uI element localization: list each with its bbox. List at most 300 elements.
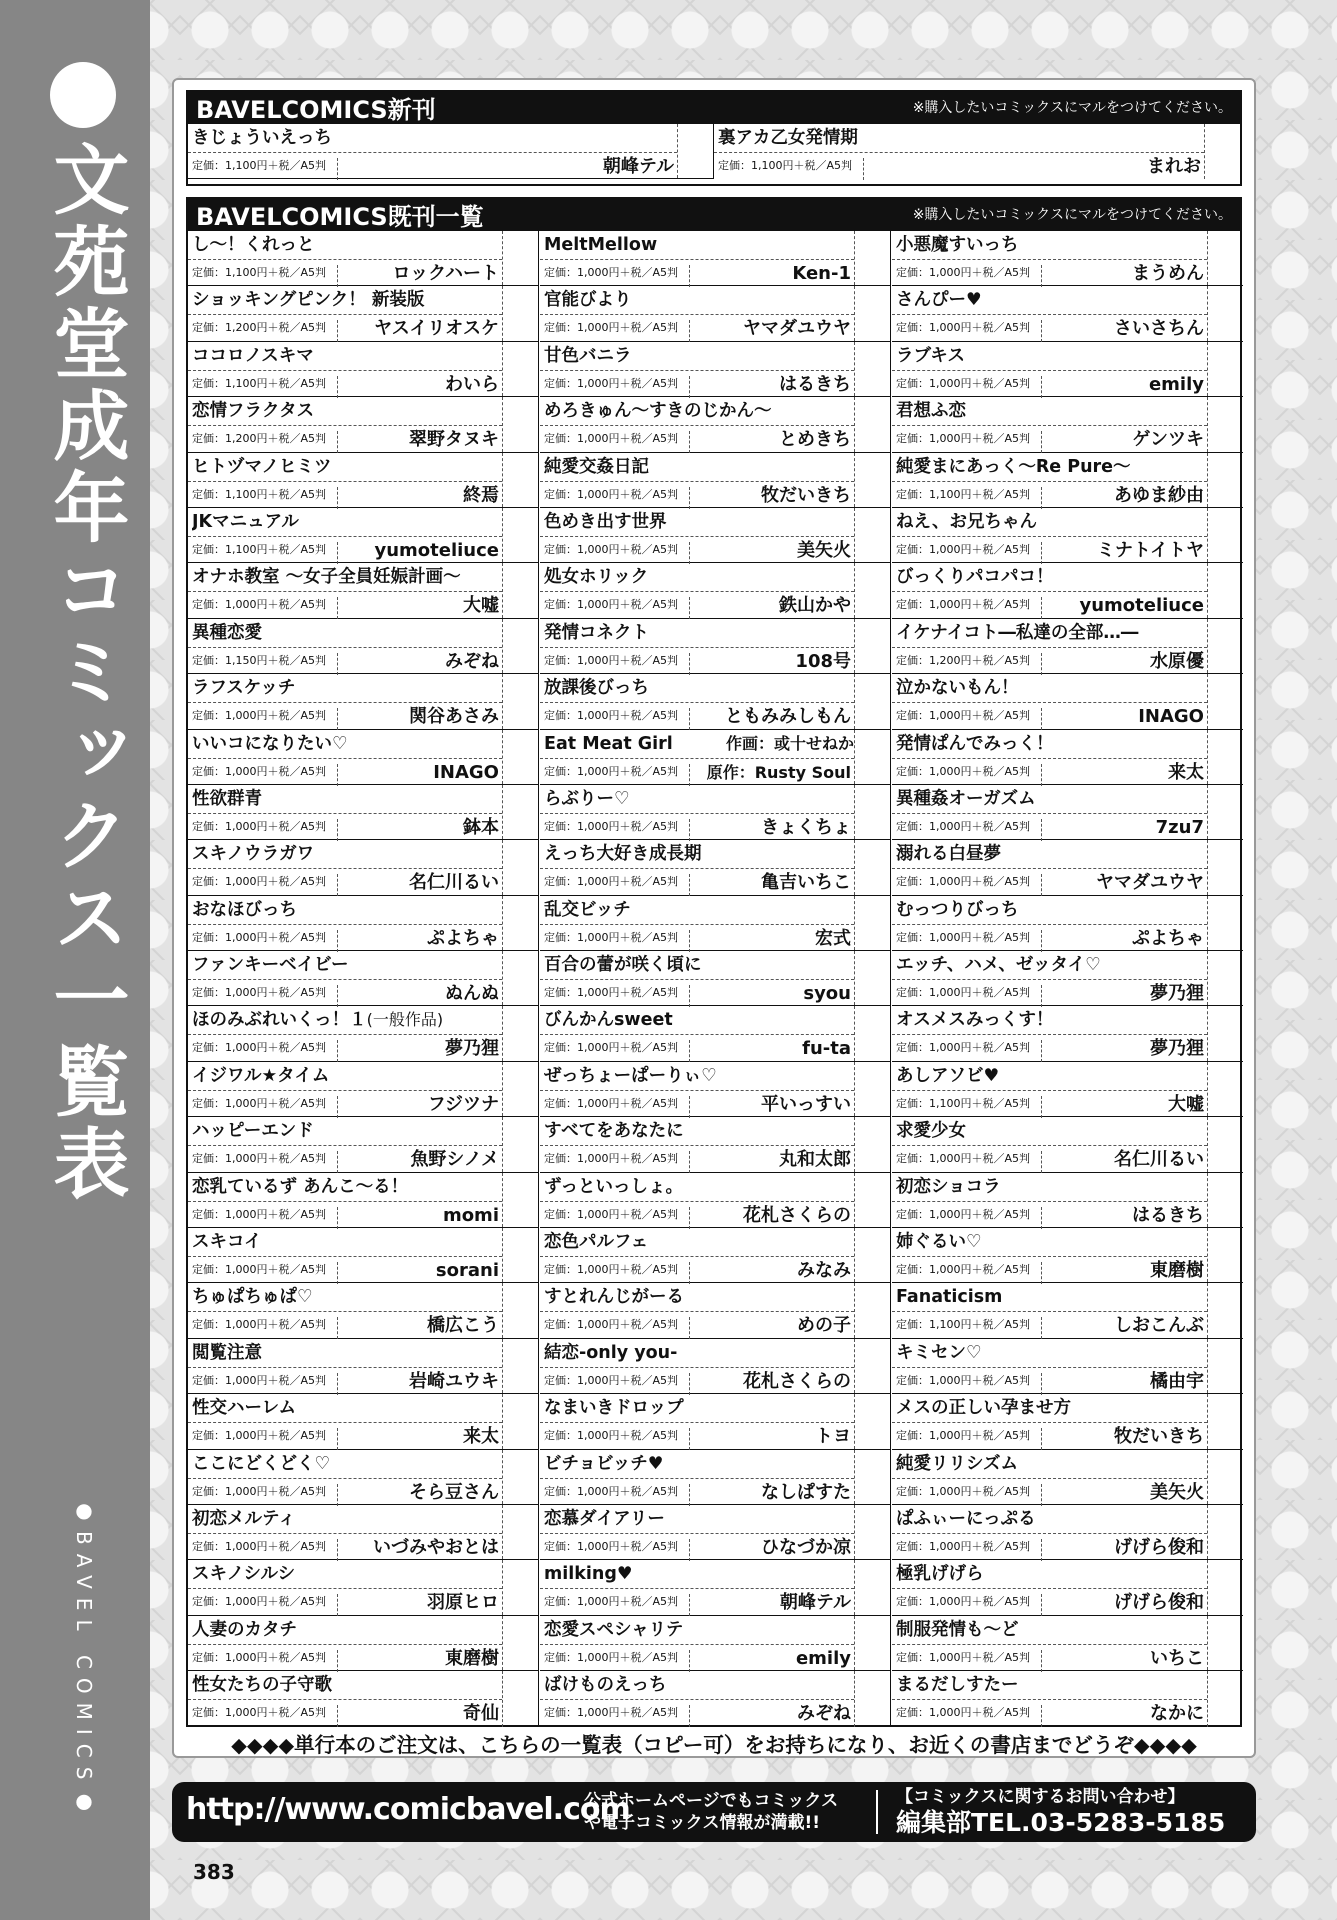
book-meta-row <box>892 1256 1207 1283</box>
book-title <box>544 1230 854 1254</box>
order-checkbox[interactable] <box>502 1283 538 1337</box>
book-title-text: めろきゅん～すきのじかん～ <box>544 401 772 422</box>
order-checkbox[interactable] <box>502 231 538 285</box>
catalog-entry <box>892 1339 1243 1394</box>
order-checkbox[interactable] <box>854 1117 890 1171</box>
book-author: 岩崎ユウキ <box>409 1370 499 1392</box>
book-meta-row <box>892 259 1207 286</box>
catalog-entry <box>188 1283 538 1338</box>
catalog-entry <box>540 508 890 563</box>
order-checkbox[interactable] <box>854 1671 890 1726</box>
order-checkbox[interactable] <box>502 896 538 950</box>
catalog-entry <box>540 1062 890 1117</box>
book-meta-row <box>188 1145 502 1172</box>
catalog-entry <box>540 1560 890 1615</box>
book-price: 定価：1,000円＋税／A5判 <box>192 1539 338 1561</box>
book-meta-row <box>540 591 854 618</box>
book-meta-row <box>188 1090 502 1117</box>
order-checkbox[interactable] <box>502 286 538 340</box>
order-checkbox[interactable] <box>1207 563 1243 617</box>
book-author: emily <box>1148 373 1204 395</box>
order-checkbox[interactable] <box>502 1560 538 1614</box>
book-author: 丸和太郎 <box>779 1149 851 1171</box>
book-title-text: 百合の蕾が咲く頃に <box>544 955 702 976</box>
book-meta-row <box>540 758 854 785</box>
catalog-entry <box>188 1006 538 1061</box>
catalog-entry <box>188 342 538 397</box>
book-title <box>192 233 502 257</box>
book-author: 美矢火 <box>1150 1481 1204 1503</box>
book-price: 定価：1,000円＋税／A5判 <box>896 1428 1042 1450</box>
catalog-entry <box>540 1006 890 1061</box>
book-price: 定価：1,000円＋税／A5判 <box>192 930 338 952</box>
book-price: 定価：1,000円＋税／A5判 <box>896 1207 1042 1229</box>
order-checkbox[interactable] <box>502 1616 538 1670</box>
book-meta-row <box>540 1256 854 1283</box>
catalog-entry <box>188 951 538 1006</box>
catalog-entry <box>540 1117 890 1172</box>
book-title <box>896 344 1207 368</box>
book-title-text: ヒトヅマノヒミツ <box>192 456 332 477</box>
back-section-header <box>186 197 1242 231</box>
order-checkbox[interactable] <box>1207 1560 1243 1614</box>
book-price: 定価：1,000円＋税／A5判 <box>544 819 690 841</box>
book-price: 定価：1,000円＋税／A5判 <box>896 1373 1042 1395</box>
promo-line-2: や電子コミックス情報が満載!! <box>584 1813 820 1833</box>
book-author: きょくちょ <box>761 816 851 838</box>
book-title-text: ほのみぶれいくっ！１ <box>192 1010 367 1031</box>
order-checkbox[interactable] <box>1207 231 1243 285</box>
catalog-entry <box>188 1228 538 1283</box>
book-author: ロックハート <box>392 263 499 284</box>
order-checkbox[interactable] <box>1207 1394 1243 1448</box>
book-title <box>192 621 502 645</box>
book-title <box>896 621 1207 645</box>
book-title-text: イケナイコト―私達の全部…― <box>896 622 1139 643</box>
book-author: yumoteliuce <box>374 539 499 561</box>
book-title <box>544 1285 854 1309</box>
order-checkbox[interactable] <box>502 1006 538 1060</box>
book-meta-row <box>540 370 854 397</box>
order-checkbox[interactable] <box>502 1339 538 1393</box>
book-price: 定価：1,200円＋税／A5判 <box>192 431 338 453</box>
book-author: fu-ta <box>802 1038 851 1060</box>
order-checkbox[interactable] <box>854 1062 890 1116</box>
catalog-entry <box>540 1671 890 1726</box>
order-checkbox[interactable] <box>1207 1450 1243 1504</box>
book-title-text: ファンキーベイビー <box>192 955 349 976</box>
book-author: 名仁川るい <box>409 872 499 894</box>
order-checkbox[interactable] <box>854 1228 890 1282</box>
book-price: 定価：1,000円＋税／A5判 <box>544 376 690 398</box>
book-title <box>896 399 1207 423</box>
book-price: 定価：1,000円＋税／A5判 <box>544 431 690 453</box>
footer-divider <box>876 1790 878 1834</box>
book-meta-row <box>188 1311 502 1338</box>
book-price: 定価：1,000円＋税／A5判 <box>192 819 338 841</box>
book-price: 定価：1,100円＋税／A5判 <box>192 158 338 180</box>
book-title <box>192 399 502 423</box>
book-price: 定価：1,000円＋税／A5判 <box>544 985 690 1007</box>
book-artist: 作画：或十せねか <box>725 733 854 753</box>
book-author: 夢乃狸 <box>445 1038 499 1060</box>
catalog-entry <box>540 1339 890 1394</box>
book-title-text: メスの正しい孕ませ方 <box>896 1398 1071 1419</box>
book-price: 定価：1,000円＋税／A5判 <box>896 819 1042 841</box>
book-author: 水原優 <box>1150 650 1204 672</box>
book-author: momi <box>442 1204 499 1226</box>
catalog-entry <box>188 231 538 286</box>
order-checkbox[interactable] <box>502 1394 538 1448</box>
book-title <box>192 898 502 922</box>
book-price: 定価：1,000円＋税／A5判 <box>544 1705 690 1727</box>
order-checkbox[interactable] <box>1207 1062 1243 1116</box>
book-meta-row <box>540 1644 854 1671</box>
new-section-list <box>186 124 1242 186</box>
order-checkbox[interactable] <box>1207 1671 1243 1726</box>
book-title <box>192 565 502 589</box>
book-title <box>192 1008 502 1032</box>
book-meta-row <box>188 1034 502 1061</box>
book-author: トヨ <box>815 1426 851 1448</box>
order-checkbox[interactable] <box>1207 1339 1243 1393</box>
book-title <box>896 1341 1207 1365</box>
book-author: 翠野タヌキ <box>409 429 499 451</box>
order-checkbox[interactable] <box>854 1006 890 1060</box>
book-author: なしぱすた <box>761 1481 851 1503</box>
book-author: 美矢火 <box>797 539 851 561</box>
order-checkbox[interactable] <box>1207 1117 1243 1171</box>
book-title <box>896 676 1207 700</box>
book-title-text: 制服発情も～ど <box>896 1619 1019 1640</box>
book-author: yumoteliuce <box>1079 595 1204 617</box>
book-meta-row <box>188 259 502 286</box>
order-checkbox[interactable] <box>854 342 890 396</box>
book-price: 定価：1,000円＋税／A5判 <box>544 708 690 730</box>
book-title-text: 恋色パルフェ <box>544 1232 649 1253</box>
book-meta-row <box>188 647 502 674</box>
order-checkbox[interactable] <box>854 1616 890 1670</box>
order-checkbox[interactable] <box>1207 342 1243 396</box>
book-price: 定価：1,000円＋税／A5判 <box>192 597 338 619</box>
order-checkbox[interactable] <box>502 674 538 728</box>
book-author: ひなづか凉 <box>761 1536 851 1558</box>
order-checkbox[interactable] <box>854 1394 890 1448</box>
book-author: 奇仙 <box>463 1703 499 1725</box>
order-checkbox[interactable] <box>502 1671 538 1726</box>
catalog-entry <box>892 1505 1243 1560</box>
book-title <box>544 787 854 811</box>
book-price: 定価：1,100円＋税／A5判 <box>896 487 1042 509</box>
book-price: 定価：1,100円＋税／A5判 <box>192 265 338 287</box>
order-checkbox[interactable] <box>854 453 890 507</box>
order-checkbox[interactable] <box>854 397 890 451</box>
order-checkbox[interactable] <box>1207 453 1243 507</box>
order-checkbox[interactable] <box>502 840 538 894</box>
book-title-text: なまいきドロップ <box>544 1398 684 1419</box>
order-checkbox[interactable] <box>854 1339 890 1393</box>
catalog-entry <box>188 1505 538 1560</box>
book-price: 定価：1,000円＋税／A5判 <box>544 1650 690 1672</box>
order-checkbox[interactable] <box>502 1228 538 1282</box>
book-title-text: あしアソビ♥ <box>896 1065 1000 1086</box>
book-title <box>896 1452 1207 1476</box>
catalog-entry <box>892 619 1243 674</box>
catalog-entry <box>540 342 890 397</box>
order-checkbox[interactable] <box>1204 124 1240 179</box>
book-title <box>896 1562 1207 1586</box>
book-meta-row <box>188 1201 502 1228</box>
book-author: 羽原ヒロ <box>427 1592 499 1614</box>
book-title-text: JKマニュアル <box>192 511 299 532</box>
order-checkbox[interactable] <box>854 231 890 285</box>
catalog-entry <box>188 840 538 895</box>
book-meta-row <box>188 924 502 951</box>
order-checkbox[interactable] <box>854 785 890 839</box>
order-checkbox[interactable] <box>854 1450 890 1504</box>
book-meta-row <box>540 1311 854 1338</box>
footer-bar <box>172 1782 1256 1842</box>
book-title <box>896 898 1207 922</box>
order-checkbox[interactable] <box>1207 1173 1243 1227</box>
order-checkbox[interactable] <box>1207 1505 1243 1559</box>
book-author: 花札さくらの <box>743 1370 851 1392</box>
book-price: 定価：1,000円＋税／A5判 <box>192 1207 338 1229</box>
order-note: ◆◆◆◆単行本のご注文は、こちらの一覧表（コピー可）をお持ちになり、お近くの書店までどうぞ◆◆◆◆ <box>231 1733 1197 1757</box>
book-price: 定価：1,150円＋税／A5判 <box>192 653 338 675</box>
order-checkbox[interactable] <box>1207 1006 1243 1060</box>
catalog-column-2 <box>540 231 891 1725</box>
order-checkbox[interactable] <box>502 1450 538 1504</box>
order-checkbox[interactable] <box>854 1560 890 1614</box>
order-checkbox[interactable] <box>1207 951 1243 1005</box>
book-meta-row <box>188 1533 502 1560</box>
book-meta-row <box>540 481 854 508</box>
book-title <box>896 1230 1207 1254</box>
book-title <box>896 1618 1207 1642</box>
book-author: しおこんぶ <box>1114 1315 1204 1337</box>
order-checkbox[interactable] <box>1207 1283 1243 1337</box>
catalog-entry <box>892 785 1243 840</box>
book-price: 定価：1,000円＋税／A5判 <box>192 1705 338 1727</box>
book-title-text: らぶりー♡ <box>544 788 630 809</box>
book-price: 定価：1,100円＋税／A5判 <box>896 1317 1042 1339</box>
book-author: 東磨樹 <box>445 1647 499 1669</box>
order-checkbox[interactable] <box>854 951 890 1005</box>
order-checkbox[interactable] <box>677 124 713 178</box>
order-checkbox[interactable] <box>1207 508 1243 562</box>
book-meta-row <box>892 1422 1207 1449</box>
book-meta-row <box>892 425 1207 452</box>
book-price: 定価：1,000円＋税／A5判 <box>544 1262 690 1284</box>
catalog-entry <box>892 896 1243 951</box>
book-meta-row <box>892 1588 1207 1615</box>
catalog-entry <box>892 951 1243 1006</box>
order-checkbox[interactable] <box>1207 840 1243 894</box>
book-title <box>544 676 854 700</box>
catalog-entry <box>188 674 538 729</box>
catalog-entry <box>540 951 890 1006</box>
order-checkbox[interactable] <box>502 785 538 839</box>
book-title-text: すべてをあなたに <box>544 1121 684 1142</box>
book-meta-row <box>188 813 502 840</box>
book-title-text: スキノウラガワ <box>192 844 315 865</box>
book-title-text: おなほびっち <box>192 899 297 920</box>
catalog-entry <box>892 508 1243 563</box>
book-price: 定価：1,100円＋税／A5判 <box>192 376 338 398</box>
order-checkbox[interactable] <box>502 342 538 396</box>
book-title <box>544 1618 854 1642</box>
order-checkbox[interactable] <box>854 1283 890 1337</box>
catalog-entry <box>540 785 890 840</box>
order-checkbox[interactable] <box>854 730 890 784</box>
book-author: 橘由宇 <box>1150 1370 1204 1392</box>
book-price: 定価：1,000円＋税／A5判 <box>192 764 338 786</box>
book-meta-row <box>892 1644 1207 1671</box>
order-checkbox[interactable] <box>854 563 890 617</box>
book-title <box>544 1175 854 1199</box>
order-checkbox[interactable] <box>502 619 538 673</box>
book-author: 夢乃狸 <box>1150 1038 1204 1060</box>
order-checkbox[interactable] <box>1207 286 1243 340</box>
order-checkbox[interactable] <box>1207 1228 1243 1282</box>
book-meta-row <box>892 924 1207 951</box>
book-meta-row <box>892 1145 1207 1172</box>
book-author: 鉄山かや <box>779 595 851 617</box>
order-checkbox[interactable] <box>502 453 538 507</box>
book-title-text: 結恋-only you- <box>544 1342 678 1363</box>
book-title <box>544 1064 854 1088</box>
book-meta-row <box>188 1367 502 1394</box>
catalog-entry <box>188 1394 538 1449</box>
book-title-text: びんかんsweet <box>544 1010 673 1031</box>
book-author: さいさちん <box>1114 318 1204 340</box>
catalog-entry <box>892 1062 1243 1117</box>
book-title-text: 処女ホリック <box>544 567 649 588</box>
book-title <box>192 1562 502 1586</box>
order-checkbox[interactable] <box>1207 674 1243 728</box>
order-checkbox[interactable] <box>1207 785 1243 839</box>
book-title <box>192 842 502 866</box>
catalog-column-3 <box>892 231 1243 1725</box>
book-author: 終焉 <box>463 484 499 506</box>
book-price: 定価：1,000円＋税／A5判 <box>192 1428 338 1450</box>
book-meta-row <box>540 979 854 1006</box>
book-title: きじょういえっち <box>192 128 332 148</box>
order-checkbox[interactable] <box>1207 619 1243 673</box>
book-price: 定価：1,000円＋税／A5判 <box>896 1484 1042 1506</box>
book-title-text: すとれんじがーる <box>544 1287 684 1308</box>
book-author: ぷよちゃ <box>427 927 499 949</box>
book-author: 魚野シノメ <box>410 1149 499 1171</box>
order-checkbox[interactable] <box>854 1505 890 1559</box>
order-checkbox[interactable] <box>502 1062 538 1116</box>
catalog-entry <box>892 342 1243 397</box>
order-checkbox[interactable] <box>502 397 538 451</box>
book-author: めの子 <box>797 1315 851 1337</box>
book-author: はるきち <box>779 373 851 395</box>
catalog-entry <box>540 1450 890 1505</box>
book-title <box>544 898 854 922</box>
book-title <box>896 455 1207 479</box>
order-checkbox[interactable] <box>502 1505 538 1559</box>
order-checkbox[interactable] <box>854 1173 890 1227</box>
order-checkbox[interactable] <box>854 286 890 340</box>
book-author: 名仁川るい <box>1114 1149 1204 1171</box>
order-checkbox[interactable] <box>502 1173 538 1227</box>
book-meta-row <box>188 702 502 729</box>
catalog-entry <box>188 453 538 508</box>
order-checkbox[interactable] <box>854 619 890 673</box>
new-item <box>714 124 1240 179</box>
order-checkbox[interactable] <box>1207 1616 1243 1670</box>
book-meta-row <box>540 1201 854 1228</box>
book-price: 定価：1,000円＋税／A5判 <box>544 542 690 564</box>
order-checkbox[interactable] <box>502 730 538 784</box>
new-section-note: ※購入したいコミックスにマルをつけてください。 <box>912 100 1232 116</box>
book-author: みぞね <box>797 1703 851 1725</box>
book-price: 定価：1,100円＋税／A5判 <box>718 158 864 180</box>
book-title <box>896 1285 1207 1309</box>
book-title-text: いいコになりたい♡ <box>192 733 348 754</box>
book-title-text: オナホ教室 ～女子全員妊娠計画～ <box>192 567 461 588</box>
catalog-entry <box>188 508 538 563</box>
book-price: 定価：1,000円＋税／A5判 <box>896 1262 1042 1284</box>
book-title-text: ハッピーエンド <box>192 1121 314 1142</box>
catalog-entry <box>188 785 538 840</box>
book-meta-row <box>188 868 502 895</box>
book-title-text: ぱふぃーにっぷる <box>896 1508 1036 1529</box>
catalog-entry <box>188 619 538 674</box>
order-checkbox[interactable] <box>854 508 890 562</box>
catalog-entry <box>540 730 890 785</box>
order-checkbox[interactable] <box>854 896 890 950</box>
book-title-text: 姉ぐるい♡ <box>896 1232 982 1253</box>
book-title <box>192 344 502 368</box>
book-title: 裏アカ乙女発情期 <box>718 128 858 148</box>
order-checkbox[interactable] <box>1207 730 1243 784</box>
book-title <box>544 1507 854 1531</box>
catalog-entry <box>892 1560 1243 1615</box>
order-checkbox[interactable] <box>502 951 538 1005</box>
book-meta-row <box>892 1699 1207 1726</box>
book-author: まれお <box>1147 156 1201 177</box>
book-price: 定価：1,000円＋税／A5判 <box>192 1594 338 1616</box>
website-link[interactable]: http://www.comicbavel.com <box>186 1792 630 1827</box>
book-title-text: ずっといっしょ。 <box>544 1176 683 1197</box>
book-meta-row <box>892 314 1207 341</box>
order-checkbox[interactable] <box>854 674 890 728</box>
book-title-text: 官能びより <box>544 290 632 311</box>
catalog-entry <box>188 1117 538 1172</box>
book-title <box>896 1673 1207 1697</box>
book-author: とめきち <box>779 429 851 451</box>
book-meta-row <box>892 1311 1207 1338</box>
book-author: げげら俊和 <box>1114 1592 1204 1614</box>
book-price: 定価：1,000円＋税／A5判 <box>192 1096 338 1118</box>
book-title <box>544 953 854 977</box>
order-checkbox[interactable] <box>854 840 890 894</box>
order-checkbox[interactable] <box>1207 397 1243 451</box>
order-checkbox[interactable] <box>1207 896 1243 950</box>
catalog-entry <box>540 231 890 286</box>
catalog-entry <box>892 563 1243 618</box>
book-title <box>544 1673 854 1697</box>
order-checkbox[interactable] <box>502 508 538 562</box>
order-checkbox[interactable] <box>502 563 538 617</box>
order-checkbox[interactable] <box>502 1117 538 1171</box>
book-price: 定価：1,000円＋税／A5判 <box>896 320 1042 342</box>
